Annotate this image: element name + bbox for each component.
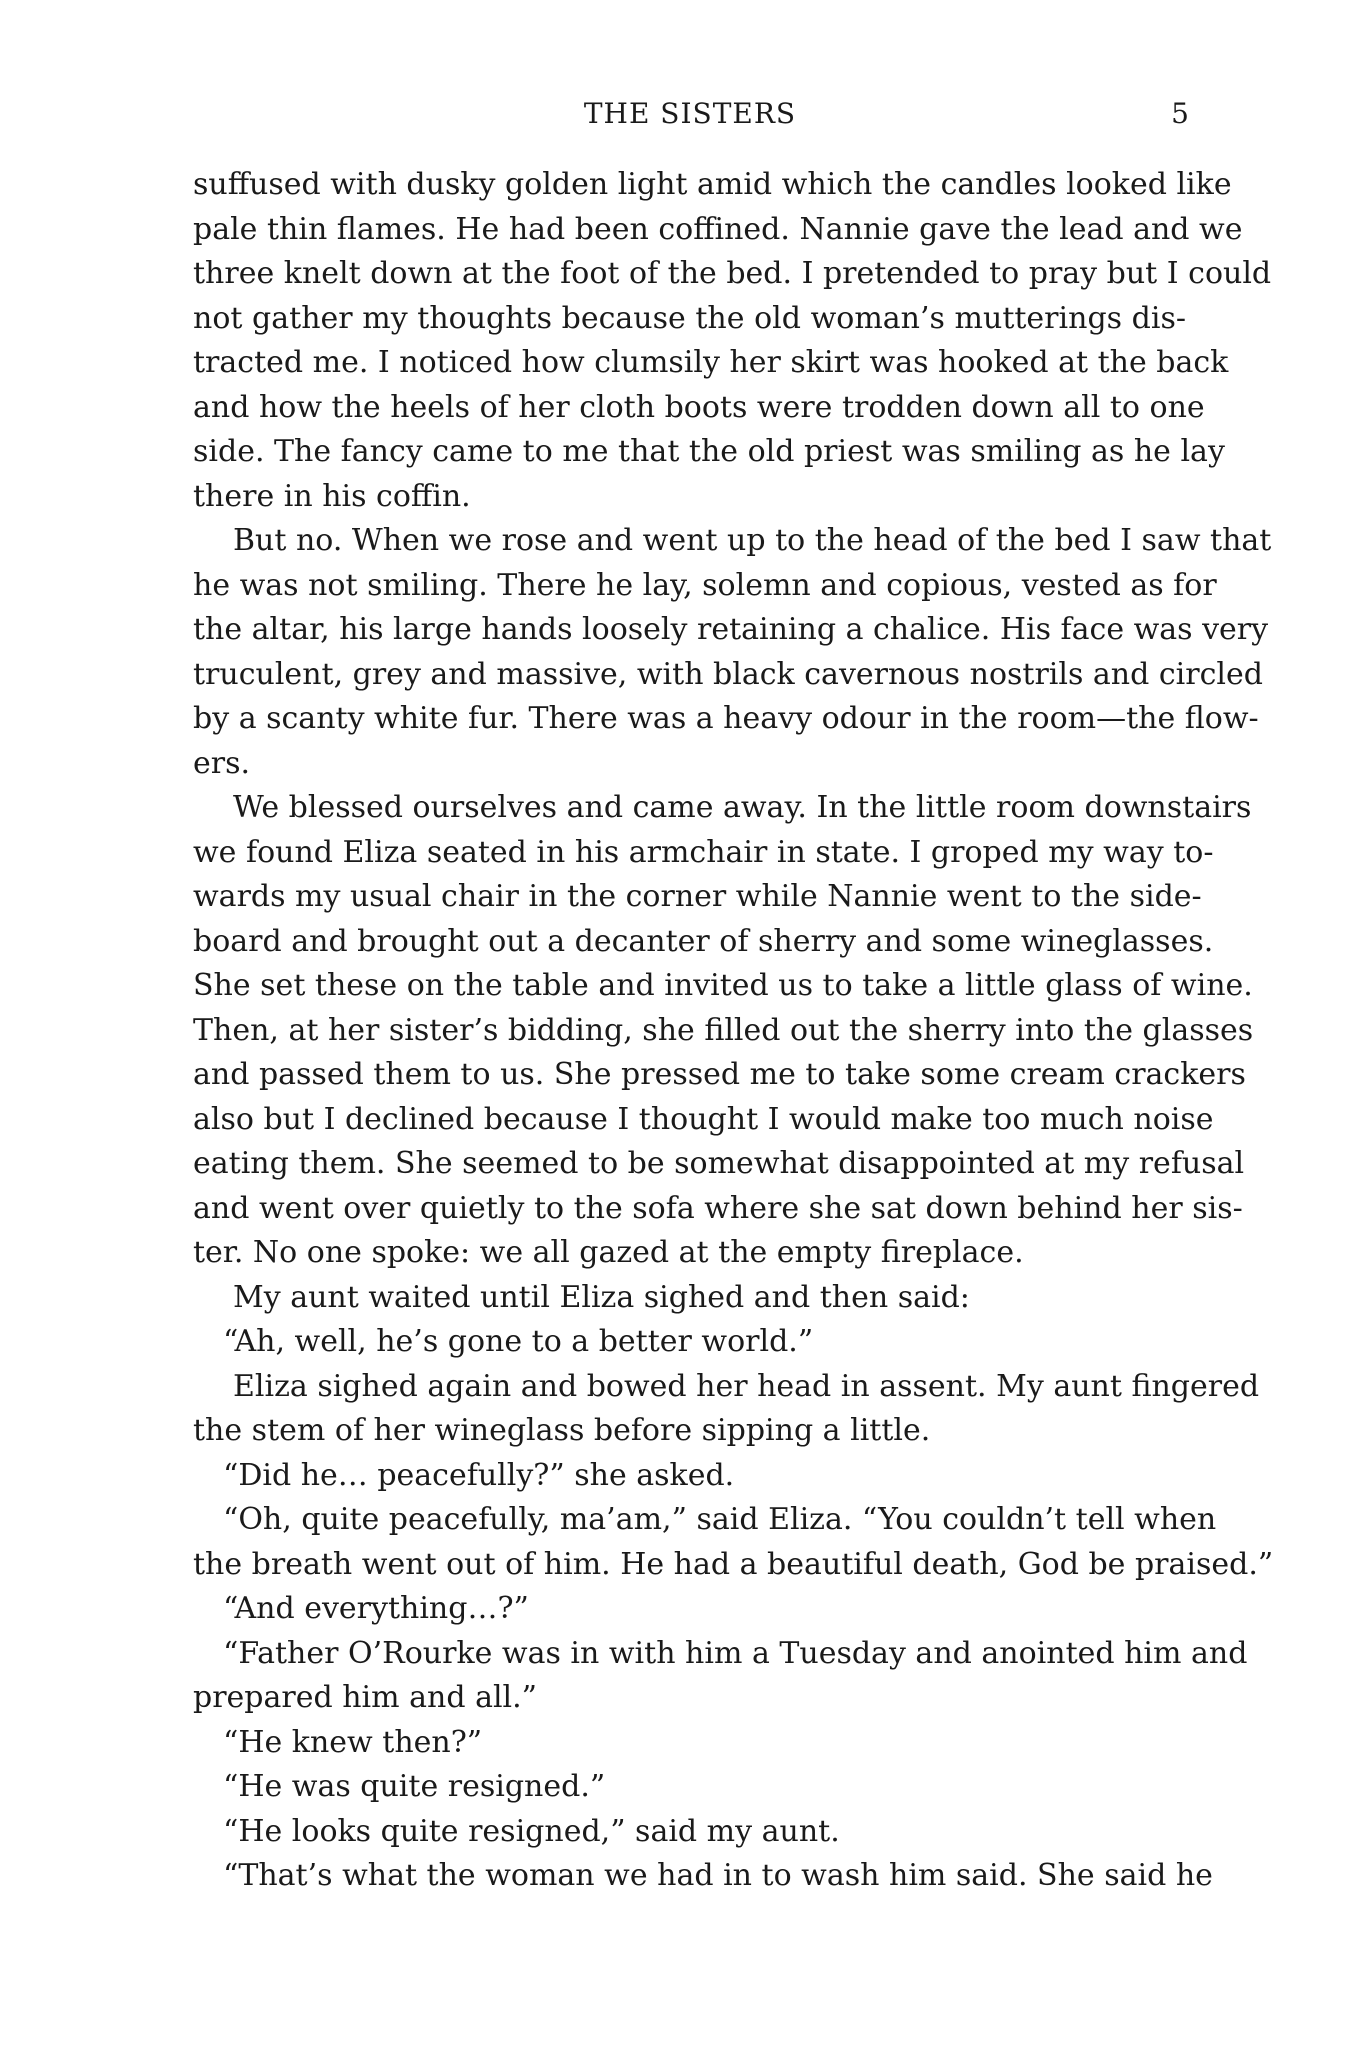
text-line: Then, at her sister’s bidding, she filled out the sherry into the glasses [193, 1012, 1254, 1048]
body-text [193, 163, 1274, 1899]
text-line: the breath went out of him. He had a beautiful death, God be praised.” [193, 1546, 1274, 1582]
text-line: We blessed ourselves and came away. In the little room downstairs [233, 790, 1252, 825]
text-line: “He looks quite resigned,” said my aunt. [223, 1813, 840, 1849]
text-line: he was not smiling. There he lay, solemn and copious, vested as for [193, 567, 1217, 603]
text-line: “Father O’Rourke was in with him a Tuesday and anointed him and [223, 1635, 1248, 1671]
text-line: But no. When we rose and went up to the head of the bed I saw that [233, 523, 1272, 558]
text-line: there in his coffin. [193, 478, 471, 514]
text-line: Eliza sighed again and bowed her head in assent. My aunt fingered [233, 1368, 1260, 1404]
text-line: not gather my thoughts because the old woman’s mutterings dis- [193, 300, 1186, 336]
text-line: by a scanty white fur. There was a heavy odour in the room—the flow- [193, 701, 1259, 736]
text-line: and went over quietly to the sofa where she sat down behind her sis- [193, 1190, 1243, 1226]
text-line: tracted me. I noticed how clumsily her skirt was hooked at the back [193, 345, 1229, 380]
text-line: My aunt waited until Eliza sighed and then said: [233, 1279, 970, 1315]
text-line: “Did he… peacefully?” she asked. [223, 1457, 735, 1493]
running-head [190, 94, 1190, 134]
page-number: 5 [1171, 97, 1190, 130]
text-line: side. The fancy came to me that the old priest was smiling as he lay [193, 434, 1225, 469]
text-line: “He was quite resigned.” [223, 1769, 606, 1804]
text-line: truculent, grey and massive, with black cavernous nostrils and circled [193, 656, 1263, 692]
text-line: eating them. She seemed to be somewhat disappointed at my refusal [193, 1146, 1245, 1181]
text-line: also but I declined because I thought I would make too much noise [193, 1101, 1214, 1137]
text-line: and passed them to us. She pressed me to take some cream crackers [193, 1057, 1246, 1092]
text-line: we found Eliza seated in his armchair in state. I groped my way to- [193, 834, 1214, 870]
text-line: the altar, his large hands loosely retaining a chalice. His face was very [193, 612, 1269, 647]
text-line: prepared him and all.” [193, 1680, 538, 1715]
text-line: wards my usual chair in the corner while Nannie went to the side- [193, 879, 1202, 914]
text-line: suffused with dusky golden light amid which the candles looked like [193, 167, 1232, 202]
text-line: “Ah, well, he’s gone to a better world.” [223, 1324, 814, 1359]
text-line: three knelt down at the foot of the bed. I pretended to pray but I could [193, 256, 1272, 291]
text-line: “Oh, quite peacefully, ma’am,” said Eliza. “You couldn’t tell when [223, 1502, 1217, 1537]
text-line: the stem of her wineglass before sipping a little. [193, 1413, 931, 1448]
text-line: She set these on the table and invited us to take a little glass of wine. [193, 968, 1253, 1003]
text-line: board and brought out a decanter of sherry and some wineglasses. [193, 923, 1214, 959]
text-line: “That’s what the woman we had in to wash him said. She said he [223, 1858, 1213, 1893]
text-line: “He knew then?” [223, 1724, 483, 1760]
text-line: pale thin flames. He had been coffined. Nannie gave the lead and we [193, 211, 1243, 247]
text-line: and how the heels of her cloth boots were trodden down all to one [193, 389, 1205, 425]
running-title: THE SISTERS [583, 97, 797, 130]
text-line: “And everything…?” [223, 1591, 529, 1626]
text-line: ter. No one spoke: we all gazed at the empty fireplace. [193, 1235, 1024, 1270]
text-line: ers. [193, 745, 251, 781]
